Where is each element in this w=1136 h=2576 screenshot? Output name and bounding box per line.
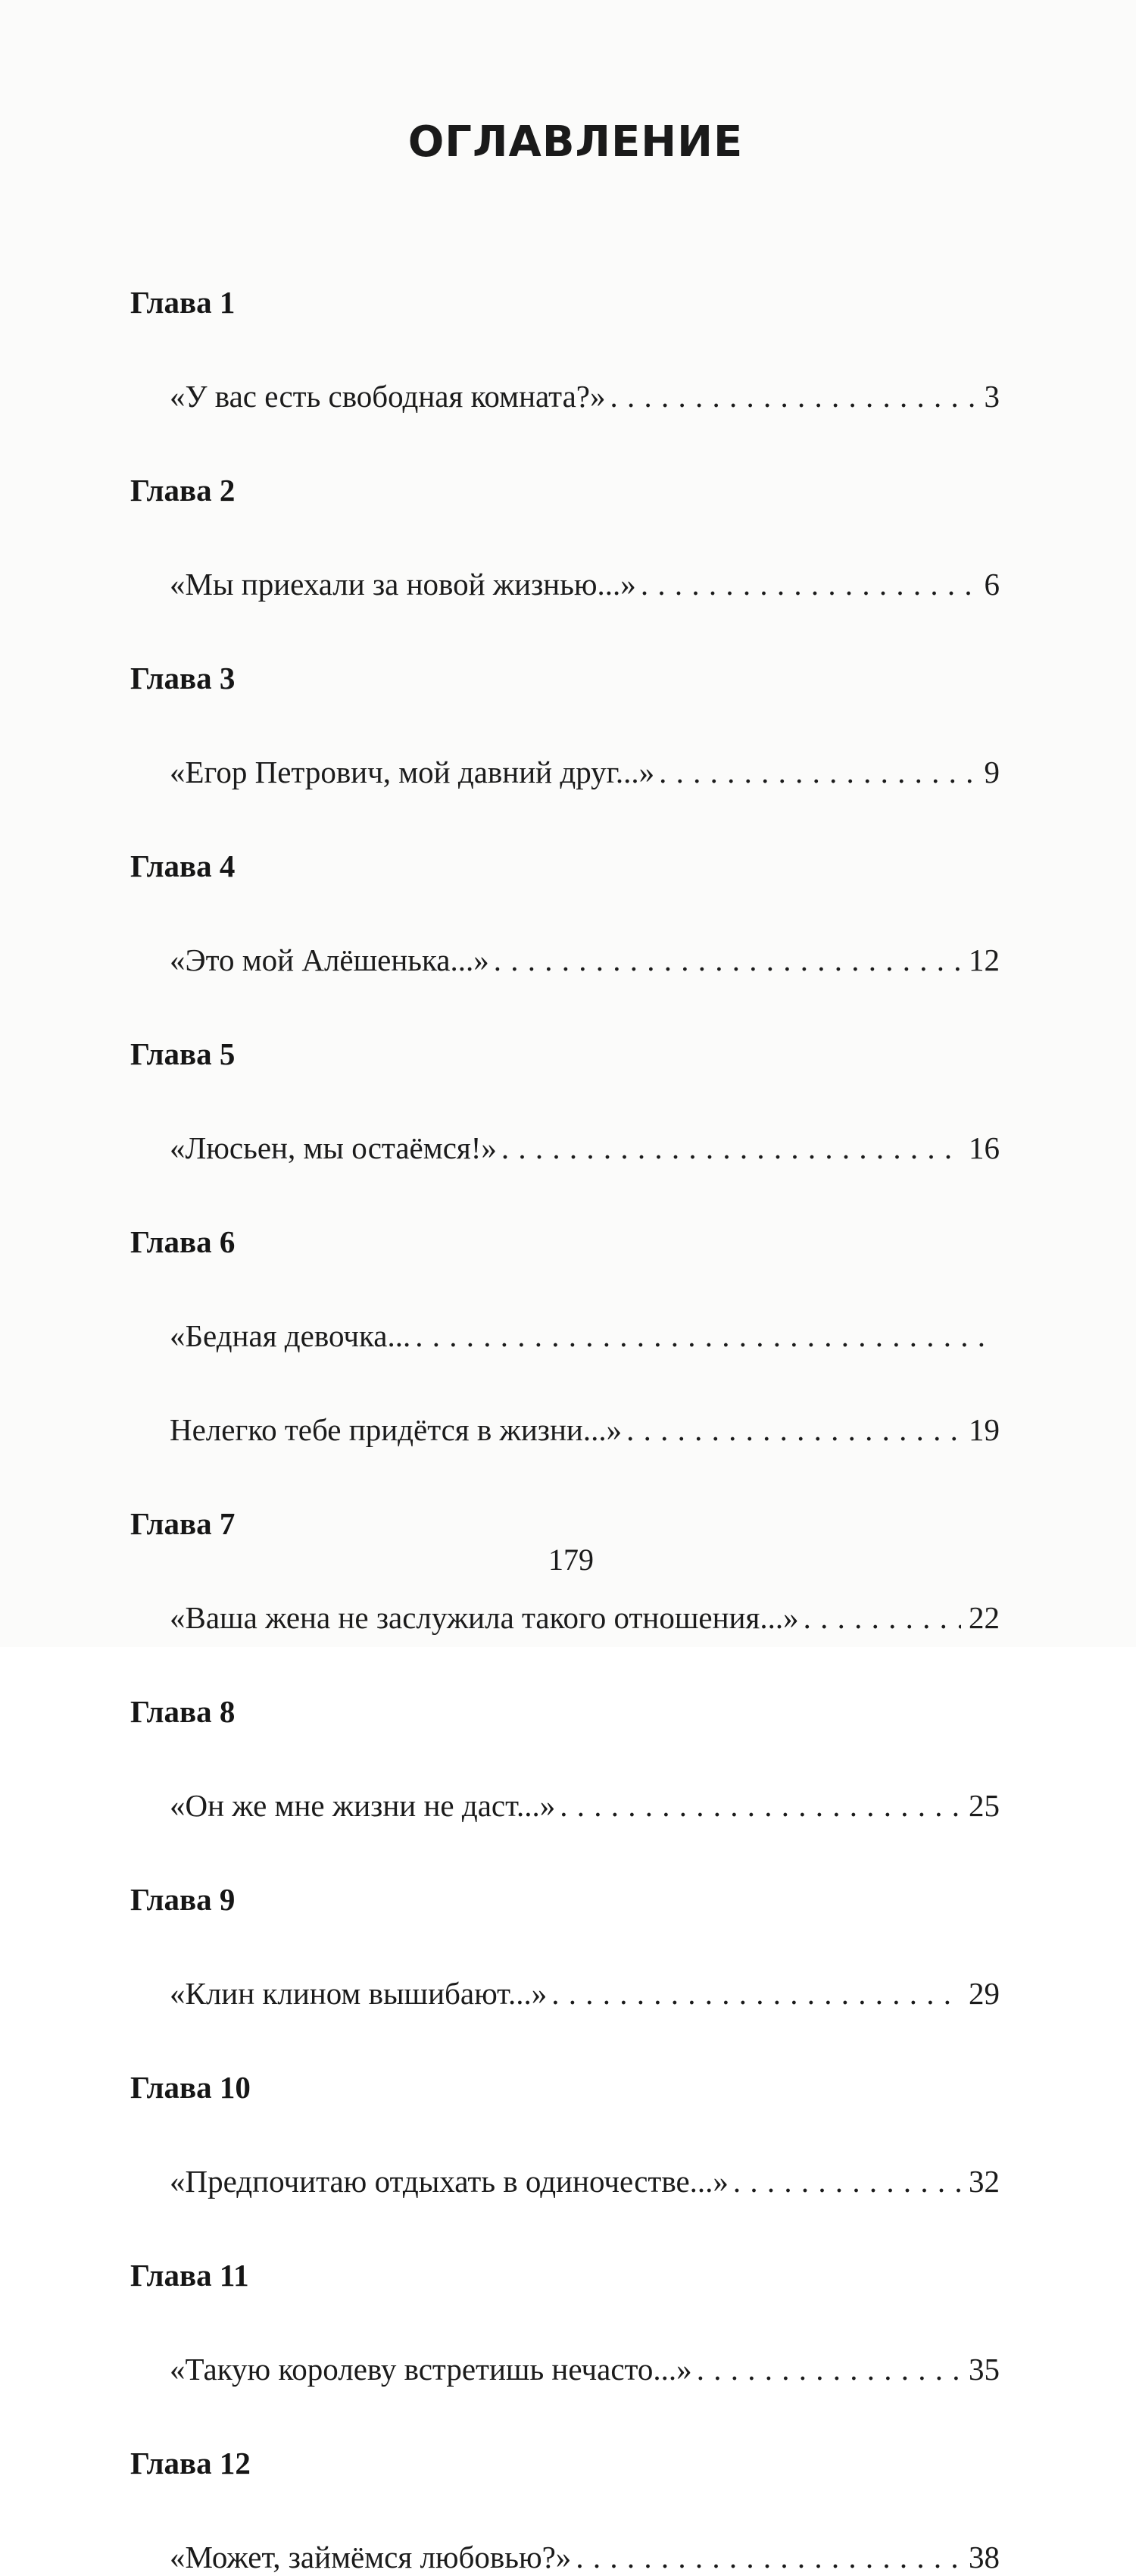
dot-leader (804, 1599, 961, 1637)
chapter-heading: Глава 5 (130, 1036, 236, 1071)
entry-title: «Предпочитаю отдыхать в одиночестве...» (170, 2164, 729, 2199)
dot-leader (697, 2350, 961, 2388)
chapter-heading: Глава 8 (130, 1694, 236, 1729)
entry-title: «Мы приехали за новой жизнью...» (170, 567, 636, 602)
entry-page-number: 29 (969, 1976, 1000, 2011)
entry-page-number: 35 (969, 2352, 1000, 2387)
entry-page-number: 16 (969, 1130, 1000, 1165)
toc-entry (170, 1787, 1000, 1824)
dot-leader (733, 2162, 961, 2200)
dot-leader (610, 377, 976, 415)
entry-title: «Такую королеву встретишь нечасто...» (170, 2352, 692, 2387)
entry-page-number: 3 (984, 379, 1000, 414)
toc-entry (170, 2350, 1000, 2388)
toc-entry (170, 1317, 1000, 1355)
dot-leader (494, 941, 961, 979)
entry-page-number: 38 (969, 2540, 1000, 2574)
entry-page-number: 25 (969, 1788, 1000, 1823)
dot-leader (626, 1411, 961, 1449)
chapter-heading: Глава 2 (130, 473, 236, 508)
toc-entry (170, 2162, 1000, 2200)
entry-page-number: 6 (984, 567, 1000, 602)
page-title: ОГЛАВЛЕНИЕ (407, 117, 744, 167)
chapter-heading: Глава 3 (130, 661, 236, 696)
entry-title: «Может, займёмся любовью?» (170, 2540, 572, 2574)
page-number: 179 (548, 1543, 594, 1577)
entry-page-number: 12 (969, 943, 1000, 977)
entry-title: «У вас есть свободная комната?» (170, 379, 606, 414)
entry-title: «Он же мне жизни не даст...» (170, 1788, 556, 1823)
entry-page-number: 9 (984, 755, 1000, 789)
chapter-heading: Глава 9 (130, 1882, 236, 1917)
toc-entry (170, 2538, 1000, 2576)
toc-entry (170, 1599, 1000, 1637)
toc-entry (170, 1974, 1000, 2012)
dot-leader (501, 1129, 961, 1167)
dot-leader (659, 753, 976, 791)
toc-entry (170, 377, 1000, 415)
chapter-heading: Глава 12 (130, 2446, 251, 2481)
dot-leader (641, 565, 977, 603)
entry-title: Нелегко тебе придётся в жизни...» (170, 1412, 623, 1447)
chapter-heading: Глава 4 (130, 849, 236, 883)
toc-entry (170, 941, 1000, 979)
dot-leader (560, 1787, 961, 1824)
chapter-heading: Глава 6 (130, 1224, 236, 1259)
toc-entry (170, 1411, 1000, 1449)
entry-title: «Бедная девочка... (170, 1318, 411, 1353)
entry-title: «Это мой Алёшенька...» (170, 943, 489, 977)
entry-page-number: 32 (969, 2164, 1000, 2199)
chapter-heading: Глава 7 (130, 1506, 236, 1541)
toc-entry (170, 565, 1000, 603)
chapter-heading: Глава 10 (130, 2070, 251, 2105)
entry-title: «Егор Петрович, мой давний друг...» (170, 755, 655, 789)
entry-page-number: 19 (969, 1412, 1000, 1447)
dot-leader (551, 1974, 961, 2012)
entry-title: «Клин клином вышибают...» (170, 1976, 548, 2011)
chapter-heading: Глава 11 (130, 2258, 249, 2293)
entry-title: «Ваша жена не заслужила такого отношения...» (170, 1600, 799, 1635)
dot-leader (576, 2538, 961, 2576)
chapter-heading: Глава 1 (130, 285, 236, 320)
entry-page-number: 22 (969, 1600, 1000, 1635)
toc-entry (170, 753, 1000, 791)
dot-leader (415, 1317, 992, 1355)
entry-title: «Люсьен, мы остаёмся!» (170, 1130, 497, 1165)
toc-entry (170, 1129, 1000, 1167)
